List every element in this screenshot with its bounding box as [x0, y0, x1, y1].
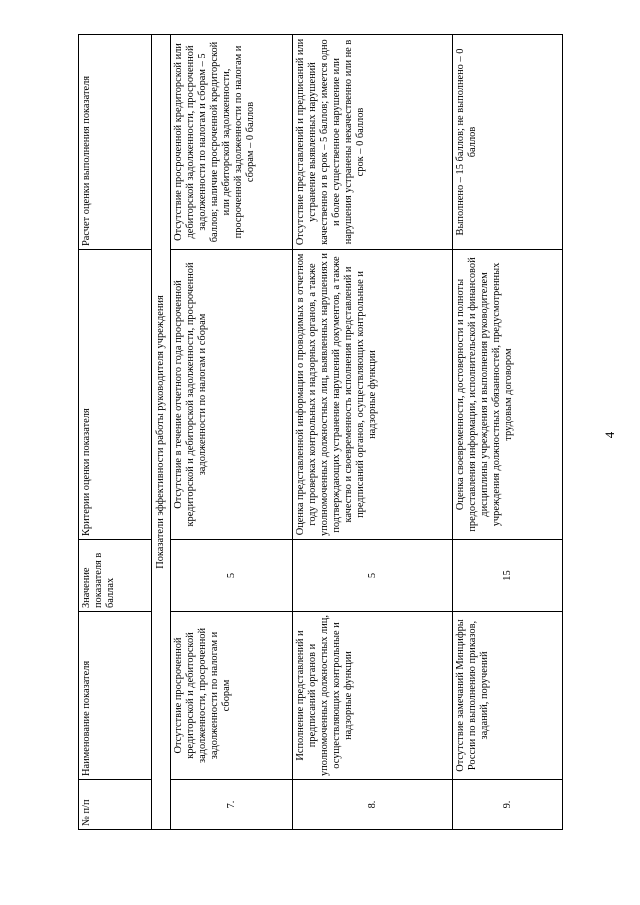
- row-name: Исполнение представлений и предписаний органов и уполномоченных должностных лиц, осуществляющих контрольные и надзорные функции: [293, 612, 453, 780]
- table-row: [293, 35, 453, 830]
- row-calc: Отсутствие представлений и предписаний или устранение выявленных нарушений качественно и в срок – 5 баллов; имеется одно и более существенное нарушение или нарушения устранены некачественно или не в срок – 0 баллов: [293, 35, 453, 250]
- row-calc: Выполнено – 15 баллов; не выполнено – 0 баллов: [453, 35, 563, 250]
- section-title: Показатели эффективности работы руководителя учреждения: [152, 35, 171, 830]
- row-value: 5: [293, 540, 453, 612]
- row-num: 9.: [453, 780, 563, 830]
- header-value: Значение показателя в баллах: [79, 540, 152, 612]
- page-number: 4: [602, 431, 617, 439]
- row-value: 15: [453, 540, 563, 612]
- header-calc: Расчет оценки выполнения показателя: [79, 35, 152, 250]
- table-row: [171, 35, 293, 830]
- rotated-table-container: [78, 35, 558, 830]
- row-name: Отсутствие замечаний Минцифры России по выполнению приказов, заданий, поручений: [453, 612, 563, 780]
- row-name: Отсутствие просроченной кредиторской и дебиторской задолженности, просроченной задолженности по налогам и сборам: [171, 612, 293, 780]
- row-criteria: Отсутствие в течение отчетного года просроченной кредиторской и дебиторской задолженности, просроченной задолженности по налогам и сборам: [171, 250, 293, 540]
- header-name: Наименование показателя: [79, 612, 152, 780]
- header-criteria: Критерии оценки показателя: [79, 250, 152, 540]
- row-calc: Отсутствие просроченной кредиторской или дебиторской задолженности, просроченной задолженности по налогам и сборам – 5 баллов; наличие просроченной кредиторской или дебиторской задолженности, просроченной задолженности по налогам и сборам – 0 баллов: [171, 35, 293, 250]
- row-value: 5: [171, 540, 293, 612]
- header-row: [79, 35, 152, 830]
- row-num: 7.: [171, 780, 293, 830]
- header-num: № п/п: [79, 780, 152, 830]
- row-criteria: Оценка своевременности, достоверности и полноты предоставления информации, исполнительской и финансовой дисциплины учреждения и выполнения руководителем учреждения должностных обязанностей, предусмотренных трудовым договором: [453, 250, 563, 540]
- row-criteria: Оценка представленной информации о проводимых в отчетном году проверках контрольных и надзорных органов, а также уполномоченных должностных лиц, выявленных нарушениях и подтверждающих устранение нарушений документов, а также качество и своевременность исполнения представлений и предписаний органов, осуществляющих контрольные и надзорные функции: [293, 250, 453, 540]
- row-num: 8.: [293, 780, 453, 830]
- indicators-table: [78, 34, 563, 830]
- table-row: [453, 35, 563, 830]
- section-row: [152, 35, 171, 830]
